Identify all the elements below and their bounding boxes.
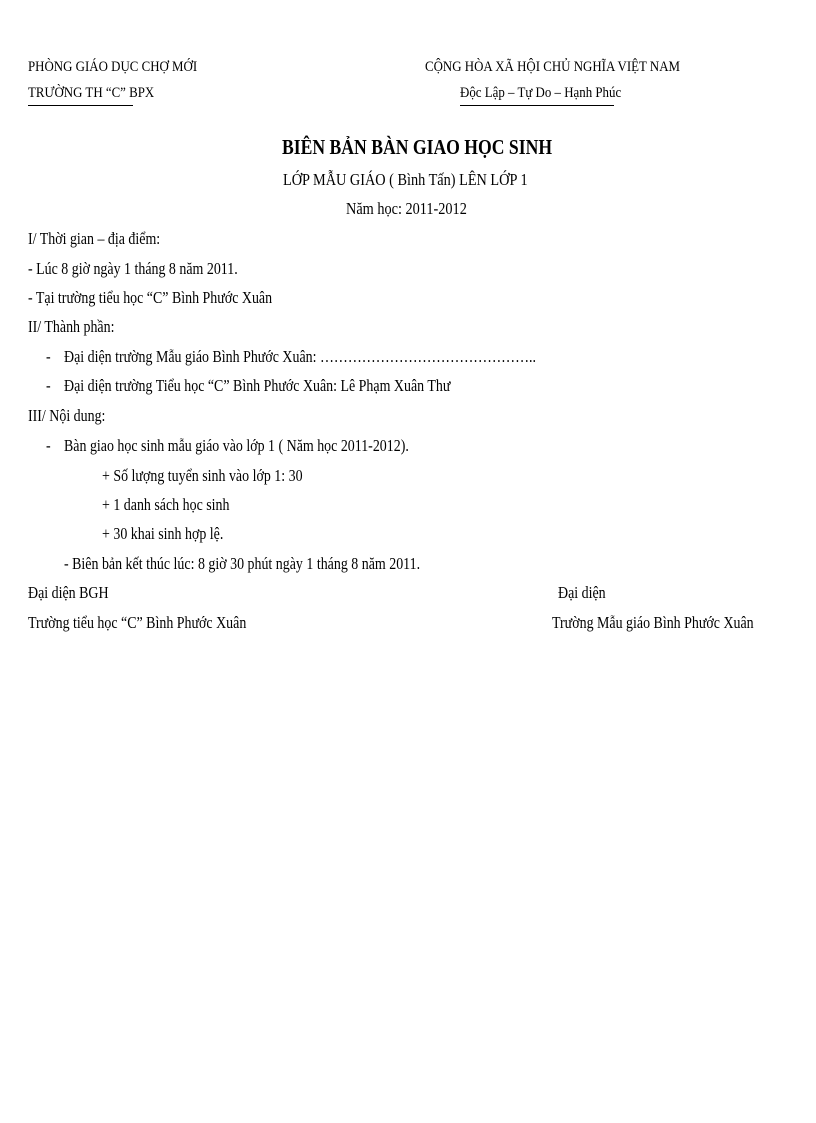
section-2-bullet-2: - [46,376,51,395]
section-2-item-1: Đại diện trường Mẫu giáo Bình Phước Xuân: ……………………………………….. [64,347,537,366]
national-motto: Độc Lập – Tự Do – Hạnh Phúc [460,85,622,101]
school-year: Năm học: 2011-2012 [346,199,467,218]
signature-right-title: Đại diện [558,583,606,602]
school-name-underline [28,105,133,106]
section-2-bullet-1: - [46,347,51,366]
section-2-heading: II/ Thành phần: [28,317,115,336]
section-1-place: - Tại trường tiểu học “C” Bình Phước Xuân [28,288,273,307]
section-1-heading: I/ Thời gian – địa điểm: [28,229,161,248]
document-title: BIÊN BẢN BÀN GIAO HỌC SINH [282,135,553,159]
national-motto-underline [460,105,614,106]
section-3-heading: III/ Nội dung: [28,406,106,425]
section-3-sub-2: + 1 danh sách học sinh [102,495,230,514]
signature-right-org: Trường Mẫu giáo Bình Phước Xuân [552,613,754,632]
dept-name: PHÒNG GIÁO DỤC CHỢ MỚI [28,59,198,75]
section-3-item-1: Bàn giao học sinh mẫu giáo vào lớp 1 ( Năm học 2011-2012). [64,436,409,455]
section-3-closing: - Biên bản kết thúc lúc: 8 giờ 30 phút ngày 1 tháng 8 năm 2011. [64,554,421,573]
section-2-item-2: Đại diện trường Tiểu học “C” Bình Phước Xuân: Lê Phạm Xuân Thư [64,376,451,395]
section-3-bullet-1: - [46,436,51,455]
signature-left-title: Đại diện BGH [28,583,109,602]
section-3-sub-3: + 30 khai sinh hợp lệ. [102,524,224,543]
signature-left-org: Trường tiểu học “C” Bình Phước Xuân [28,613,247,632]
national-title: CỘNG HÒA XÃ HỘI CHỦ NGHĨA VIỆT NAM [425,59,681,75]
section-1-time: - Lúc 8 giờ ngày 1 tháng 8 năm 2011. [28,259,238,278]
school-name: TRƯỜNG TH “C” BPX [28,85,155,101]
document-subtitle: LỚP MẪU GIÁO ( Bình Tấn) LÊN LỚP 1 [283,170,528,189]
section-3-sub-1: + Số lượng tuyển sinh vào lớp 1: 30 [102,466,303,485]
